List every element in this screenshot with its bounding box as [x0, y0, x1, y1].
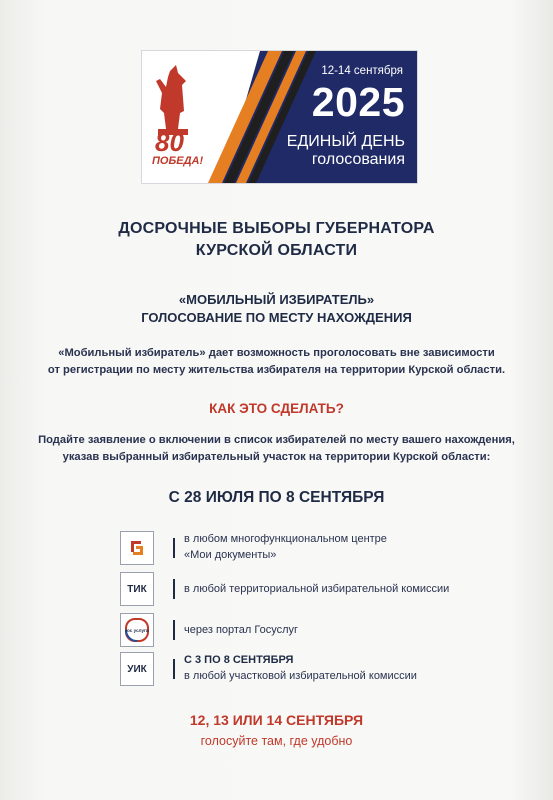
option-text: в любой территориальной избирательной комиссии — [184, 583, 450, 595]
option-uik — [120, 652, 450, 686]
option-divider — [173, 659, 175, 679]
option-text: через портал Госуслуг — [184, 624, 299, 636]
page-title: ДОСРОЧНЫЕ ВЫБОРЫ ГУБЕРНАТОРА КУРСКОЙ ОБЛАСТИ — [118, 220, 435, 259]
how-heading: КАК ЭТО СДЕЛАТЬ? — [209, 401, 344, 416]
option-divider — [173, 538, 175, 558]
banner-line2: голосования — [311, 151, 405, 168]
section-subtitle: «МОБИЛЬНЫЙ ИЗБИРАТЕЛЬ» ГОЛОСОВАНИЕ ПО МЕСТУ НАХОЖДЕНИЯ — [141, 292, 412, 325]
option-divider — [173, 579, 175, 599]
election-banner — [141, 50, 418, 184]
banner-dates: 12-14 сентября — [321, 65, 403, 77]
intro-text: «Мобильный избиратель» дает возможность проголосовать вне зависимости от регистрации по месту жительства избирателя на территории Курской области. — [47, 347, 506, 376]
mfc-icon — [120, 531, 154, 565]
voting-dates: 12, 13 ИЛИ 14 СЕНТЯБРЯ — [189, 712, 364, 728]
option-text: С 3 ПО 8 СЕНТЯБРЯ в любой участковой избирательной комиссии — [184, 654, 417, 682]
victory-80-badge: 80 — [155, 127, 184, 157]
gosuslugi-logo-text: гос услуги — [125, 628, 149, 633]
victory-badge-text: ПОБЕДА! — [152, 155, 204, 167]
uik-dates: С 3 ПО 8 СЕНТЯБРЯ — [184, 654, 294, 666]
voting-note: голосуйте там, где удобно — [200, 734, 353, 748]
uik-label-box: УИК — [120, 652, 154, 686]
option-divider — [173, 620, 175, 640]
instruction-text: Подайте заявление о включении в список избирателей по месту вашего нахождения, указав выбранный избирательный участок на территории Курской области: — [38, 434, 515, 463]
application-period: С 28 ИЮЛЯ ПО 8 СЕНТЯБРЯ — [168, 489, 385, 506]
banner-line1: ЕДИНЫЙ ДЕНЬ — [286, 133, 405, 150]
option-mfc — [120, 531, 450, 565]
gosuslugi-icon — [120, 613, 154, 647]
motherland-statue-icon — [156, 65, 188, 135]
option-text: в любом многофункциональном центре «Мои документы» — [184, 533, 387, 561]
tik-label-box: ТИК — [120, 572, 154, 606]
option-tik — [120, 572, 450, 606]
banner-year: 2025 — [311, 79, 405, 125]
option-gosuslugi — [120, 613, 450, 647]
